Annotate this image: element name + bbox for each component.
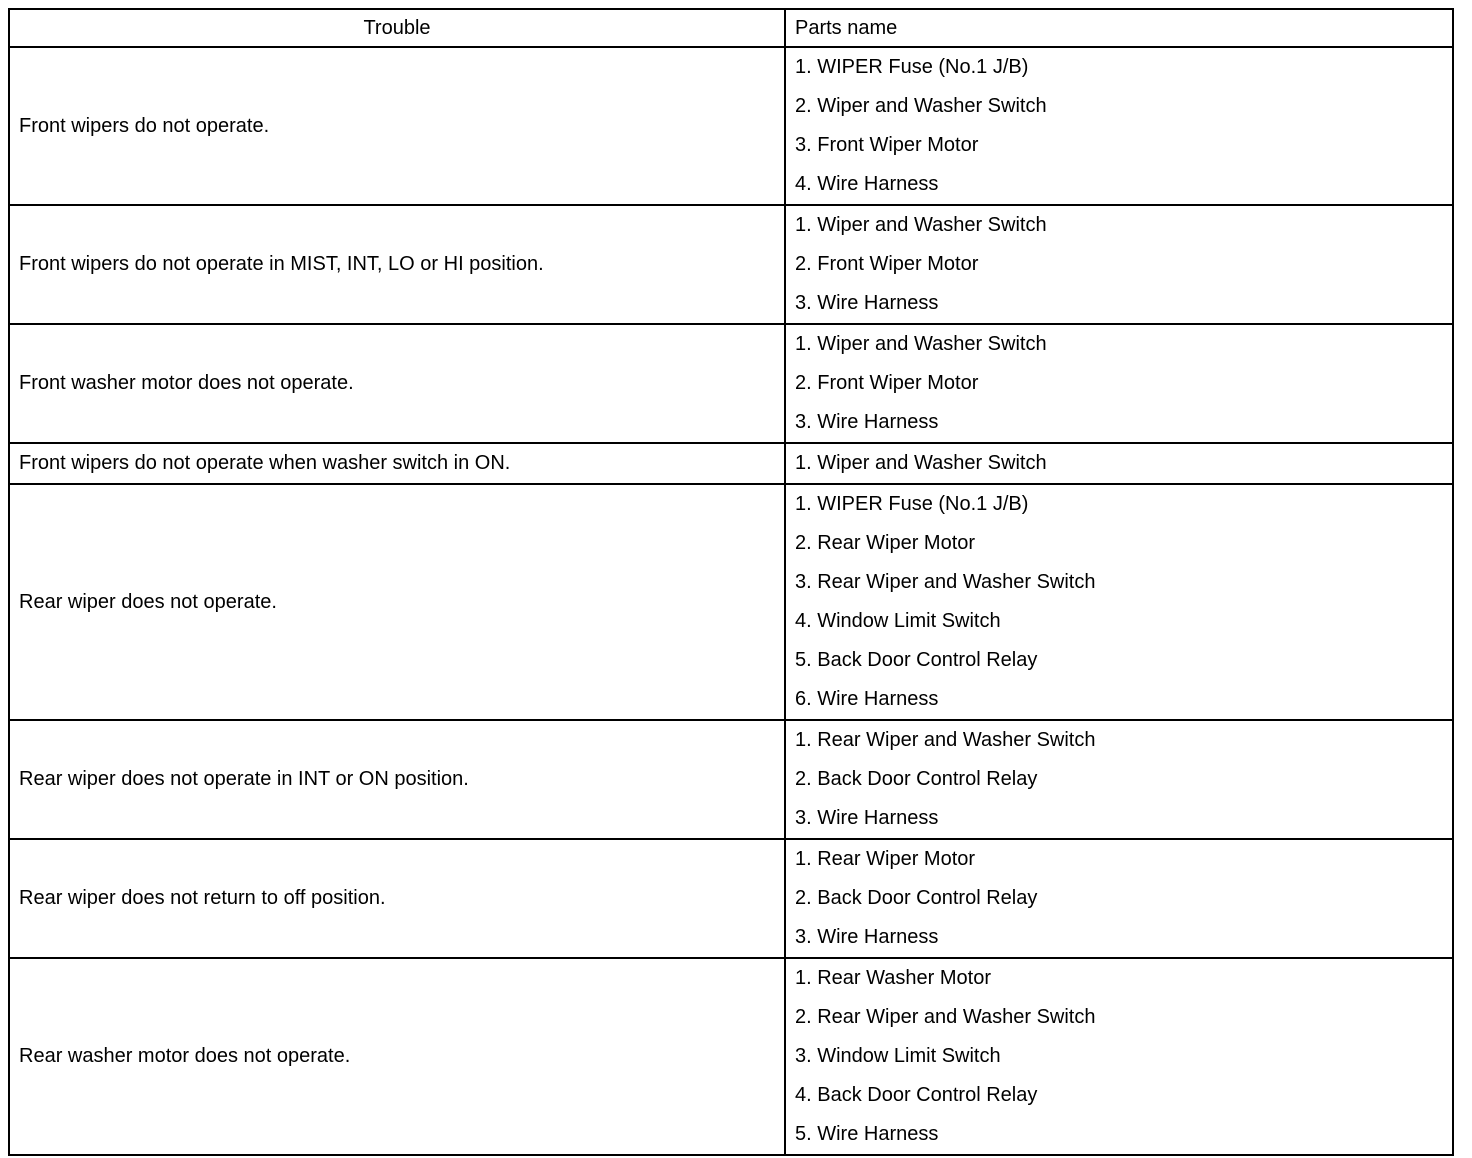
- part-item: 2. Back Door Control Relay: [795, 768, 1038, 790]
- part-item: 1. Rear Washer Motor: [795, 967, 991, 989]
- part-item: 2. Front Wiper Motor: [795, 372, 979, 394]
- part-item: 3. Rear Wiper and Washer Switch: [795, 571, 1096, 593]
- part-item: 2. Back Door Control Relay: [795, 887, 1038, 909]
- part-item: 5. Back Door Control Relay: [795, 649, 1038, 671]
- parts-cell: [785, 324, 1453, 443]
- parts-cell: [785, 47, 1453, 205]
- trouble-cell: Front wipers do not operate when washer switch in ON.: [9, 443, 785, 484]
- parts-cell: [785, 443, 1453, 484]
- part-item: 1. Wiper and Washer Switch: [795, 214, 1047, 236]
- trouble-cell: Rear wiper does not operate.: [9, 484, 785, 720]
- part-item: 4. Window Limit Switch: [795, 610, 1001, 632]
- part-item: 1. Rear Wiper and Washer Switch: [795, 729, 1096, 751]
- part-item: 1. WIPER Fuse (No.1 J/B): [795, 56, 1029, 78]
- table-row: [9, 839, 1453, 958]
- parts-cell: [785, 720, 1453, 839]
- part-item: 4. Wire Harness: [795, 173, 939, 195]
- trouble-cell: Rear wiper does not operate in INT or ON position.: [9, 720, 785, 839]
- header-trouble: Trouble: [9, 9, 785, 47]
- parts-cell: [785, 484, 1453, 720]
- header-parts-name: Parts name: [785, 9, 1453, 47]
- table-row: [9, 324, 1453, 443]
- parts-cell: [785, 839, 1453, 958]
- table-row: [9, 958, 1453, 1155]
- part-item: 2. Front Wiper Motor: [795, 253, 979, 275]
- parts-cell: [785, 958, 1453, 1155]
- part-item: 1. Wiper and Washer Switch: [795, 452, 1047, 474]
- trouble-cell: Rear wiper does not return to off position.: [9, 839, 785, 958]
- table-row: [9, 443, 1453, 484]
- table-row: [9, 205, 1453, 324]
- part-item: 2. Rear Wiper Motor: [795, 532, 976, 554]
- table-row: [9, 47, 1453, 205]
- trouble-cell: Rear washer motor does not operate.: [9, 958, 785, 1155]
- part-item: 2. Rear Wiper and Washer Switch: [795, 1006, 1096, 1028]
- troubleshooting-table: [8, 8, 1454, 1156]
- part-item: 3. Front Wiper Motor: [795, 134, 979, 156]
- part-item: 3. Wire Harness: [795, 807, 939, 829]
- part-item: 3. Wire Harness: [795, 411, 939, 433]
- part-item: 2. Wiper and Washer Switch: [795, 95, 1047, 117]
- part-item: 1. WIPER Fuse (No.1 J/B): [795, 493, 1029, 515]
- header-row: [9, 9, 1453, 47]
- part-item: 3. Wire Harness: [795, 926, 939, 948]
- trouble-cell: Front washer motor does not operate.: [9, 324, 785, 443]
- trouble-cell: Front wipers do not operate.: [9, 47, 785, 205]
- part-item: 4. Back Door Control Relay: [795, 1084, 1038, 1106]
- parts-cell: [785, 205, 1453, 324]
- part-item: 3. Wire Harness: [795, 292, 939, 314]
- table-row: [9, 720, 1453, 839]
- part-item: 5. Wire Harness: [795, 1123, 939, 1145]
- part-item: 3. Window Limit Switch: [795, 1045, 1001, 1067]
- trouble-cell: Front wipers do not operate in MIST, INT, LO or HI position.: [9, 205, 785, 324]
- part-item: 1. Rear Wiper Motor: [795, 848, 976, 870]
- table-row: [9, 484, 1453, 720]
- part-item: 1. Wiper and Washer Switch: [795, 333, 1047, 355]
- part-item: 6. Wire Harness: [795, 688, 939, 710]
